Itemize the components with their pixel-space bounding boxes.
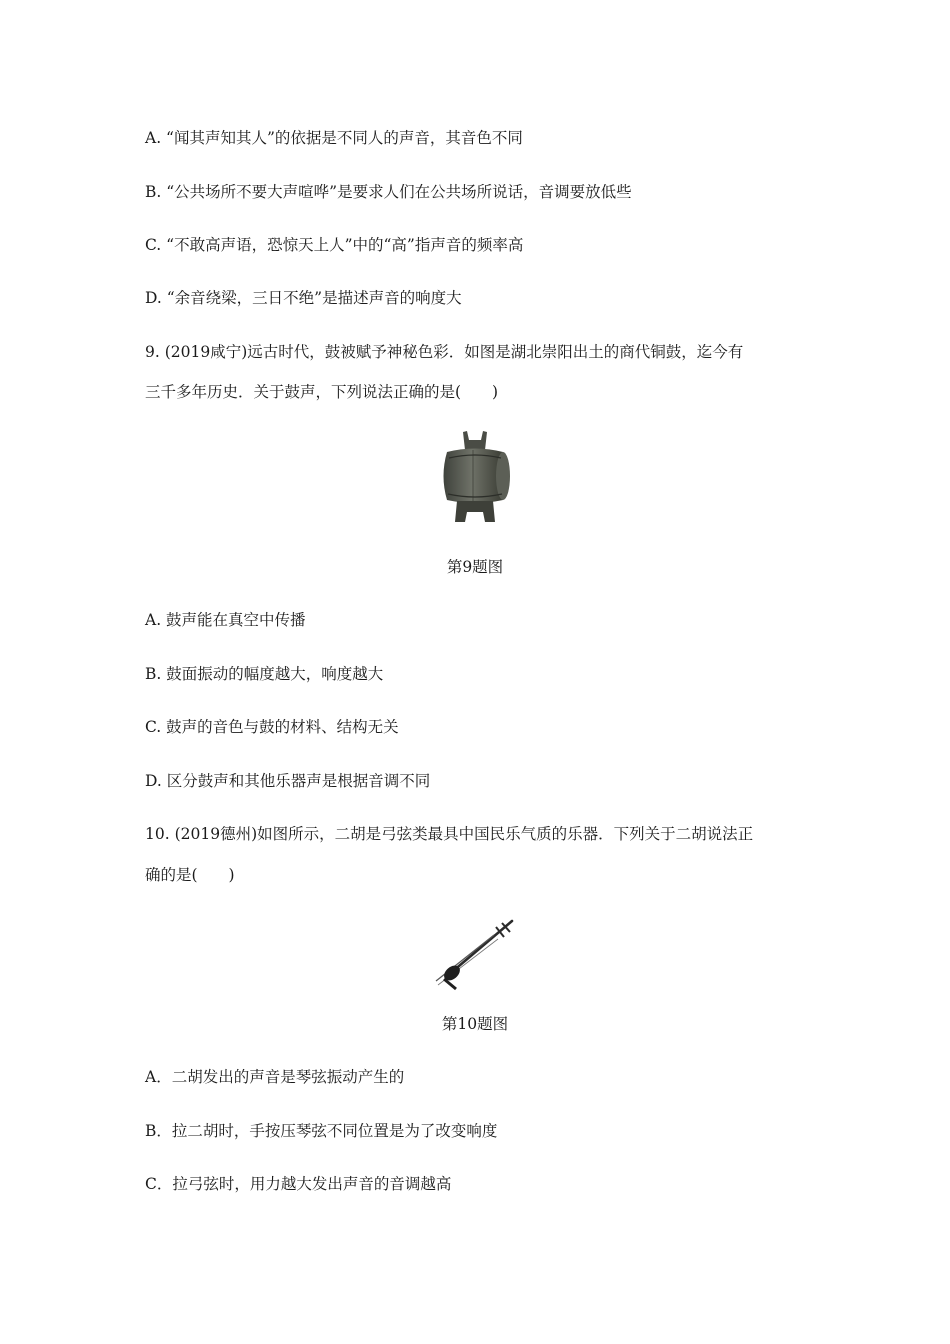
q9-figure-caption: 第9题图	[446, 558, 504, 576]
q10-figure-caption: 第10题图	[441, 1015, 509, 1033]
q9-stem-line2: 三千多年历史．关于鼓声，下列说法正确的是( )	[145, 383, 499, 401]
q8-option-a: A. “闻其声知其人”的依据是不同人的声音，其音色不同	[145, 129, 523, 147]
q8-option-d: D. “余音绕梁，三日不绝”是描述声音的响度大	[145, 289, 462, 307]
q10-option-c: C．拉弓弦时，用力越大发出声音的音调越高	[145, 1175, 452, 1193]
q9-option-a: A. 鼓声能在真空中传播	[145, 611, 306, 629]
q8-option-b: B. “公共场所不要大声喧哗”是要求人们在公共场所说话，音调要放低些	[145, 183, 632, 201]
q9-option-b: B. 鼓面振动的幅度越大，响度越大	[145, 665, 384, 683]
q9-option-d: D. 区分鼓声和其他乐器声是根据音调不同	[145, 772, 431, 790]
q10-stem-line1: 10. (2019德州)如图所示，二胡是弓弦类最具中国民乐气质的乐器．下列关于二胡说法正	[145, 825, 754, 843]
q9-option-c: C. 鼓声的音色与鼓的材料、结构无关	[145, 718, 399, 736]
q9-stem-line1: 9. (2019咸宁)远古时代，鼓被赋予神秘色彩．如图是湖北崇阳出土的商代铜鼓，迄今有	[145, 343, 744, 361]
q8-option-c: C. “不敢高声语，恐惊天上人”中的“高”指声音的频率高	[145, 236, 524, 254]
q10-option-a: A．二胡发出的声音是琴弦振动产生的	[145, 1068, 405, 1086]
bronze-drum-figure	[433, 428, 517, 524]
q10-option-b: B．拉二胡时，手按压琴弦不同位置是为了改变响度	[145, 1122, 498, 1140]
q10-stem-line2: 确的是( )	[145, 866, 235, 884]
erhu-figure	[432, 915, 518, 991]
